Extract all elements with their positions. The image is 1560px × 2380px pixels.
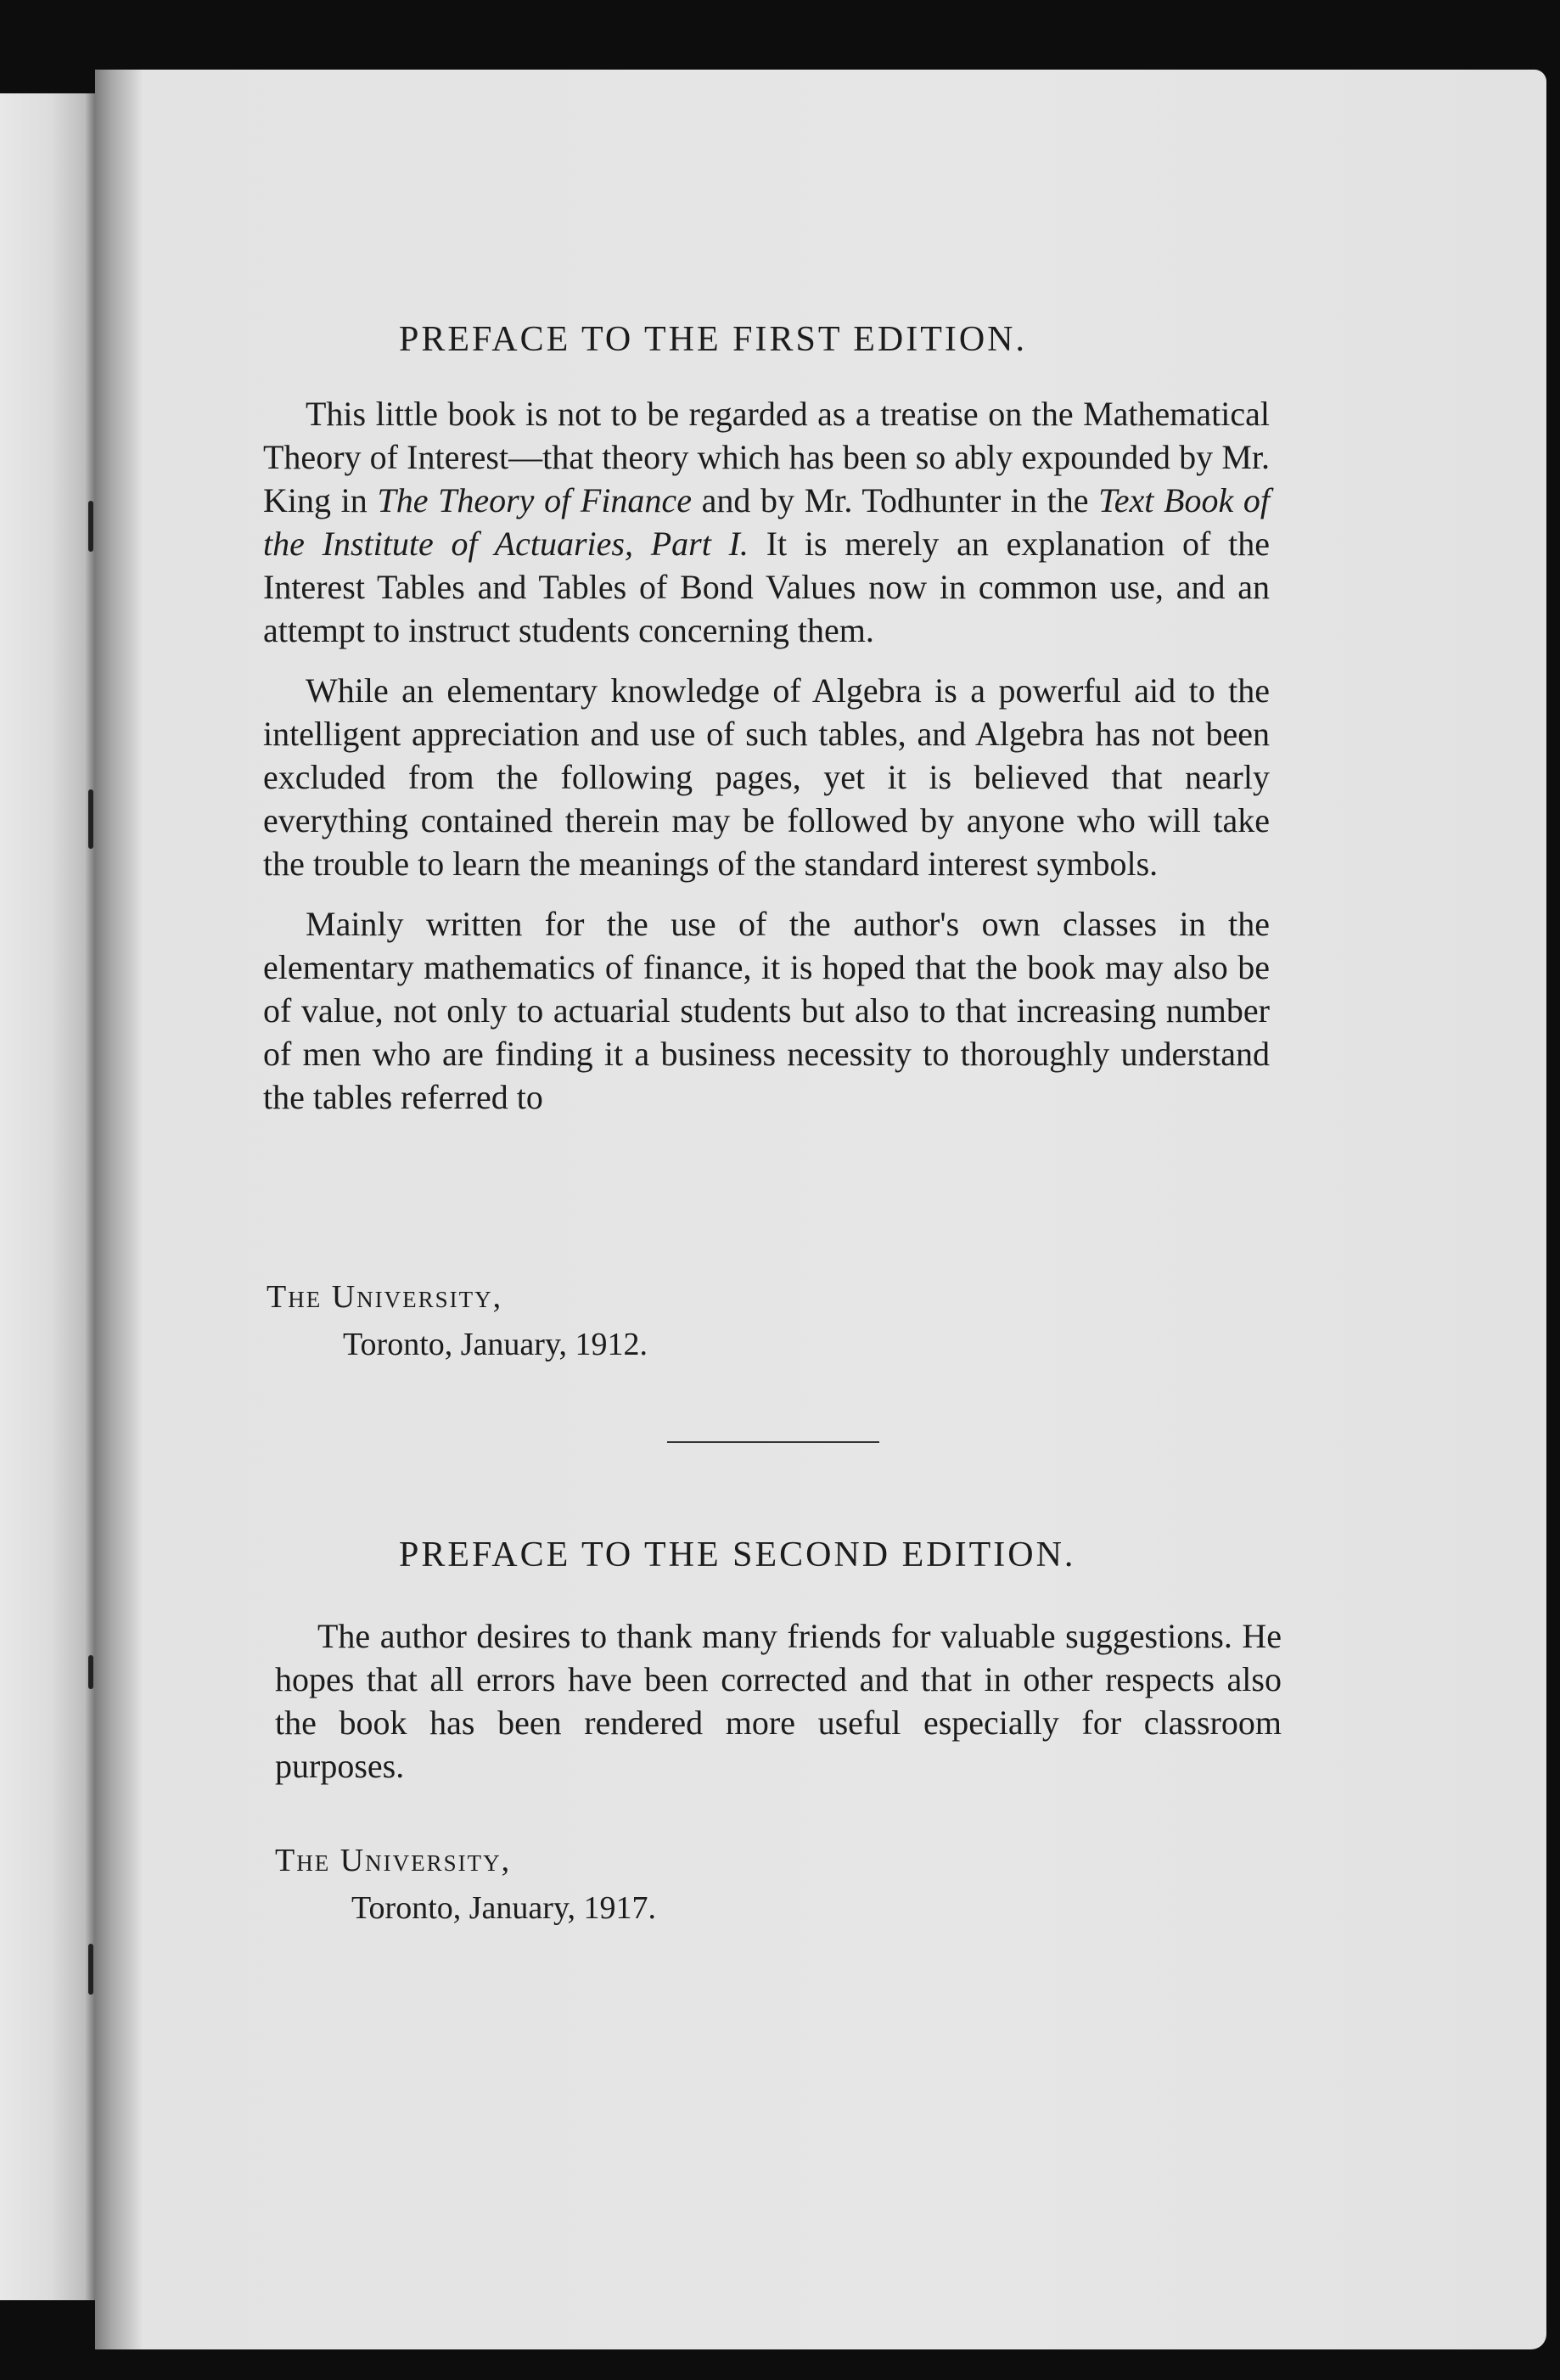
paragraph-text: Mainly written for the use of the author's own classes in the elementary mathematics of finance, it is hoped that the book may also be of value, not only to actuarial students but also to that increasing number of men who are finding it a business necessity to thoroughly understand the tables referred to [263,905,1270,1116]
paragraph [275,1614,1282,1788]
paragraph-text: While an elementary knowledge of Algebra is a powerful aid to the intelligent appreciation and use of such tables, and Algebra has not been excluded from the following pages, yet it is believed that nearly everything contained therein may be followed by anyone who will take the trouble to learn the meanings of the standard interest symbols. [263,671,1270,883]
paragraph [263,392,1270,652]
second-edition-signature [275,1837,656,1932]
page-gutter-shadow [95,70,143,2349]
spine-mark [88,1944,93,1995]
signature-institution: The University, [267,1279,503,1315]
second-edition-body [275,1614,1282,1805]
paragraph-text: and by Mr. Todhunter in the [691,481,1099,519]
first-edition-heading: PREFACE TO THE FIRST EDITION. [399,320,1028,359]
signature-place-date: Toronto, January, 1917. [351,1890,656,1926]
signature-place-date: Toronto, January, 1912. [343,1327,648,1362]
book-spine [0,93,95,2300]
italic-title-text: The Theory of Finance [377,481,692,519]
paragraph-text: It is merely an explanation of the Interest Tables and Tables of Bond Values now in common use, and an attempt to instruct students concerning them. [263,525,1270,649]
paragraph [263,902,1270,1119]
section-divider [667,1441,879,1443]
paragraph-text: This little book is not to be regarded as a treatise on the Mathematical Theory of Interest—that theory which has been so ably expounded by Mr. King in [263,395,1270,519]
signature-institution: The University, [275,1843,512,1878]
first-edition-signature [267,1273,648,1368]
first-edition-body [263,392,1270,1136]
spine-mark [88,501,93,552]
italic-title-text: Text Book of the Institute of Actuaries, Part I. [263,481,1270,563]
second-edition-heading: PREFACE TO THE SECOND EDITION. [399,1535,1076,1575]
spine-mark [88,1655,93,1689]
paragraph [263,669,1270,885]
paragraph-text: The author desires to thank many friends for valuable suggestions. He hopes that all errors have been corrected and that in other respects also the book has been rendered more useful especially for classroom purposes. [275,1617,1282,1785]
spine-mark [88,789,93,849]
